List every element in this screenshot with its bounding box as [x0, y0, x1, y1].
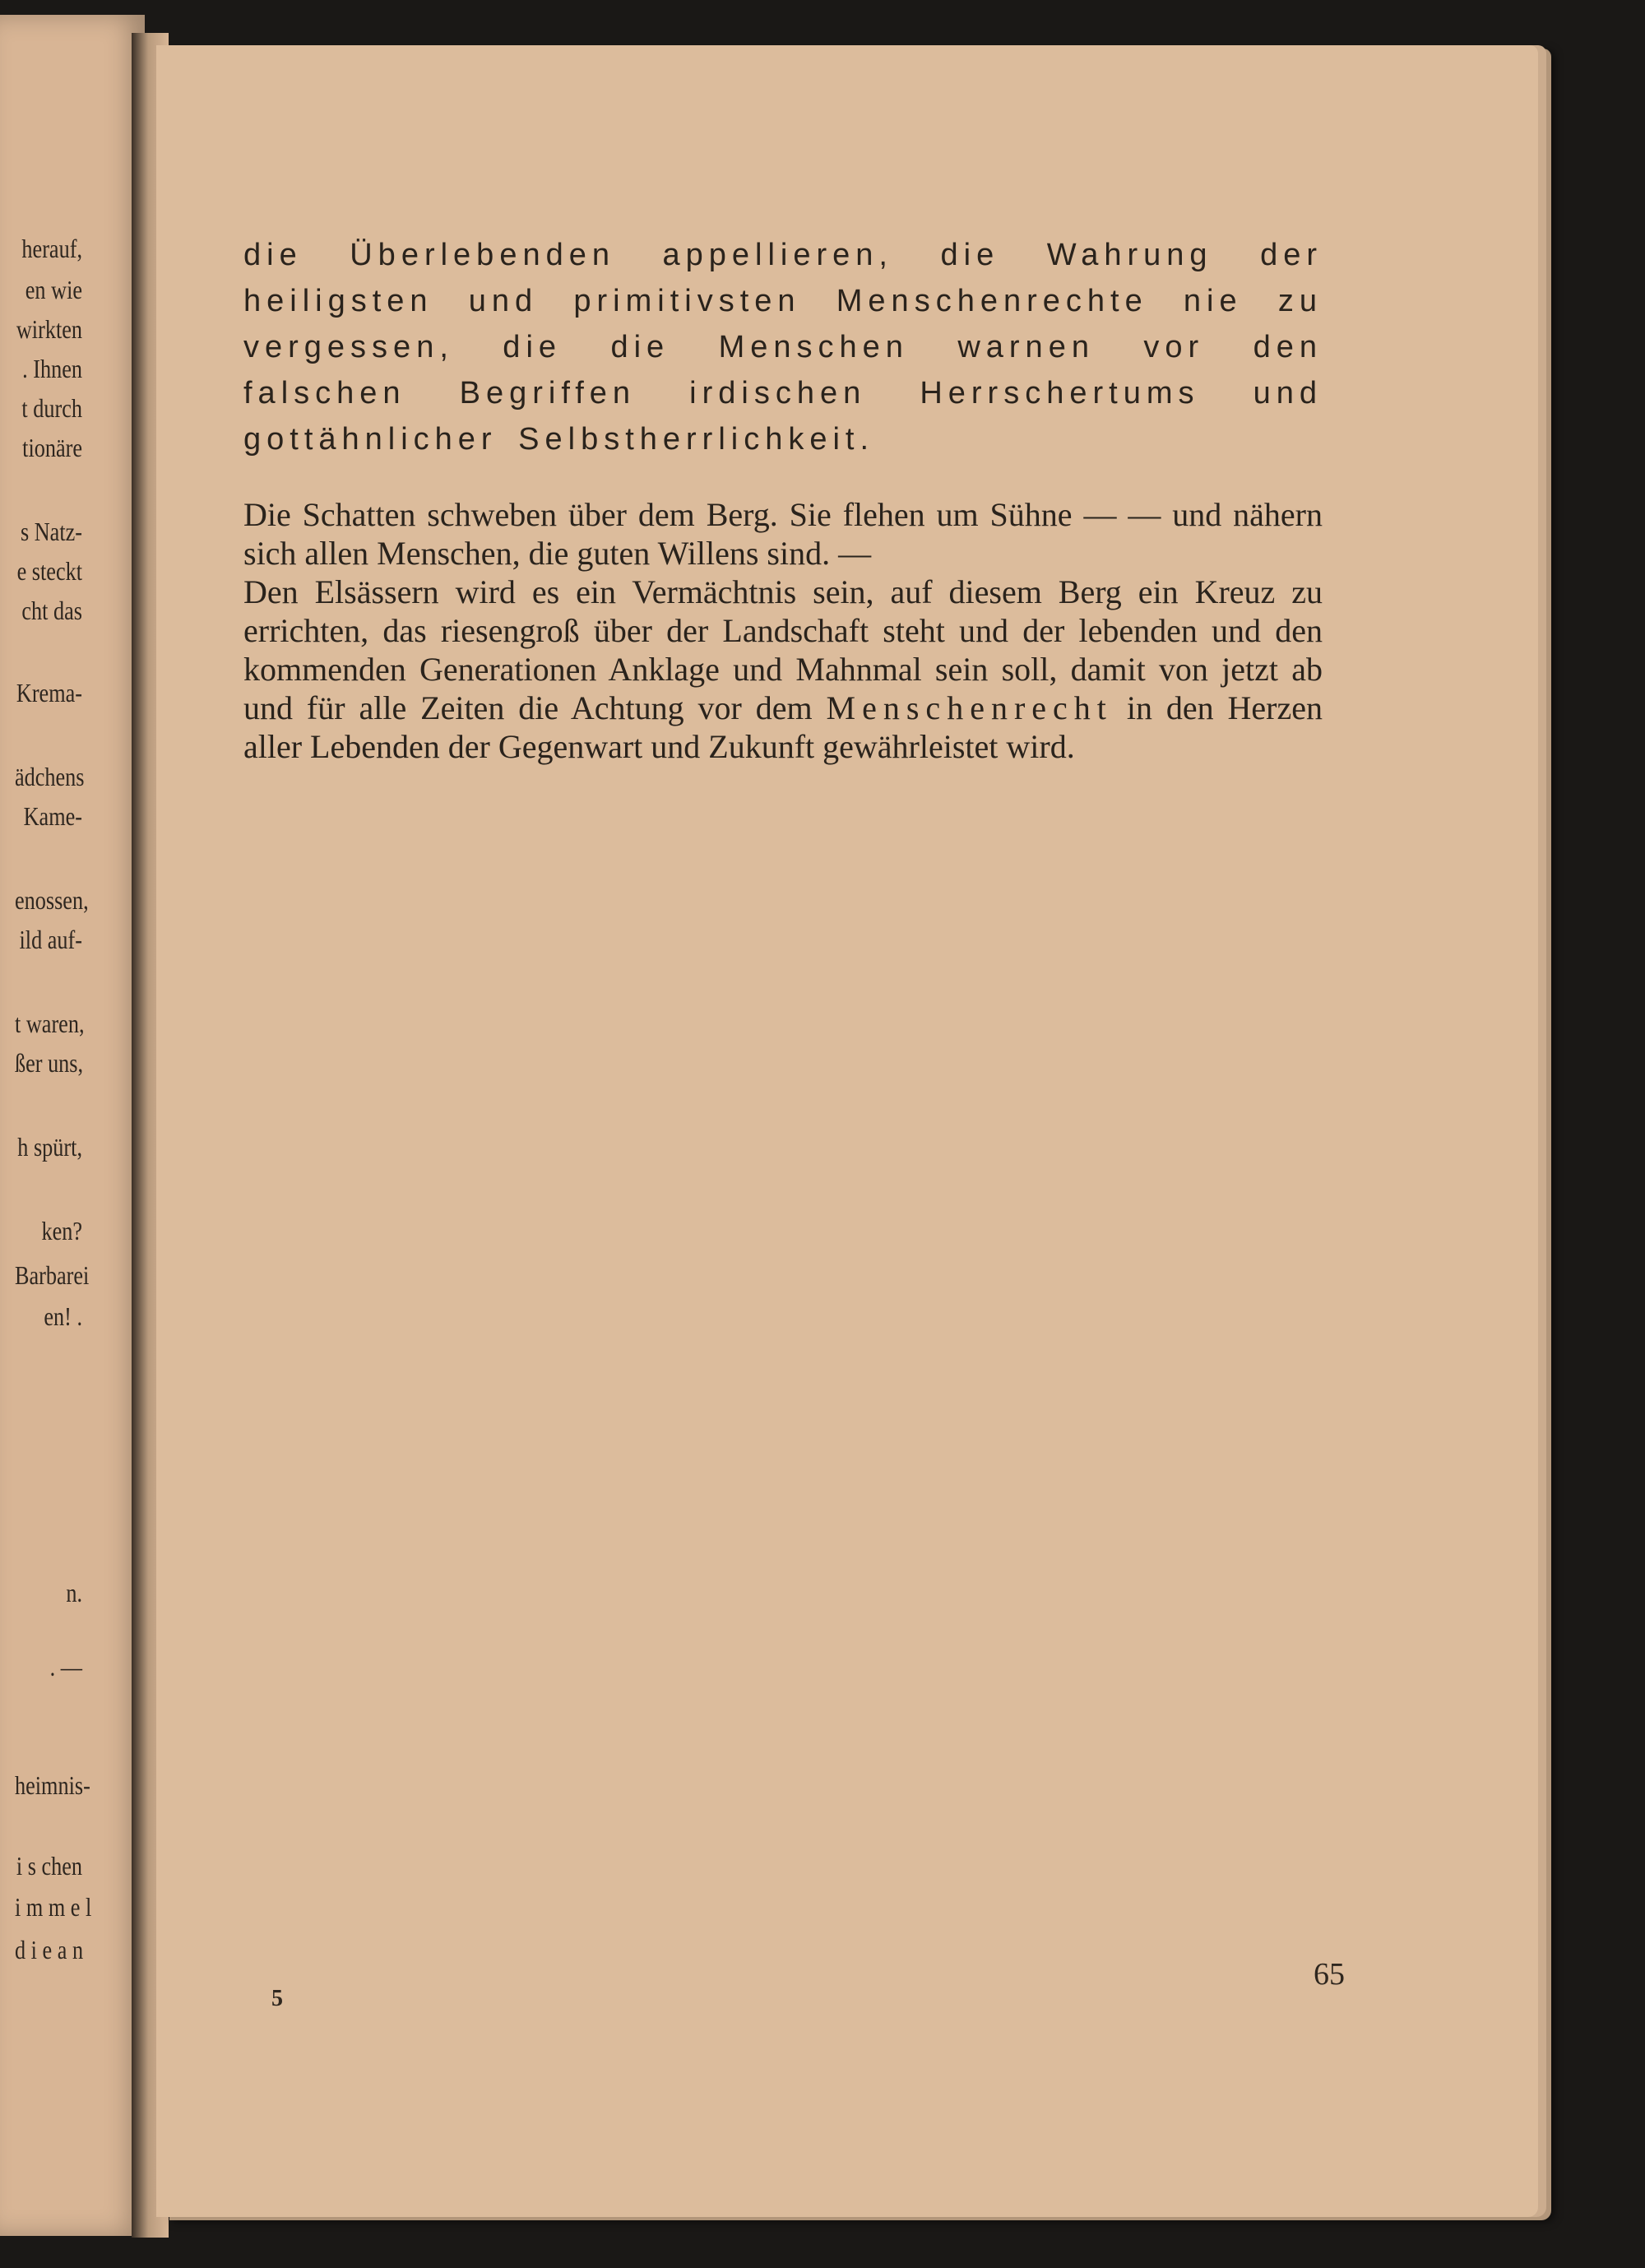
left-fragment: en! . [44, 1301, 82, 1331]
paragraph-legacy [243, 573, 1323, 766]
left-fragment: n. [66, 1578, 82, 1607]
left-fragment: h spürt, [17, 1132, 83, 1162]
left-fragment: ädchens [15, 762, 85, 791]
left-fragment: s Natz- [20, 517, 83, 546]
left-fragment: Krema- [16, 678, 83, 707]
left-fragment: ken? [41, 1216, 82, 1245]
text-block [243, 232, 1323, 766]
left-fragment: ßer uns, [15, 1048, 84, 1078]
left-fragment: t waren, [15, 1009, 85, 1038]
left-fragment: en wie [25, 275, 83, 304]
left-fragment: cht das [21, 596, 82, 625]
left-fragment: herauf, [21, 234, 82, 263]
left-page-fragments [0, 15, 145, 2236]
left-fragment: Barbarei [15, 1260, 90, 1290]
left-fragment: . Ihnen [22, 354, 82, 383]
left-fragment: . — [49, 1652, 82, 1681]
legacy-text-emphasis: Menschenrecht [826, 689, 1113, 726]
left-fragment: Kame- [23, 801, 82, 831]
legacy-text-start: Den Elsässern wird es ein Vermächtnis sein, auf diesem Berg ein Kreuz zu errichten, das riesengroß über der Landschaft steht und der lebenden und den kommenden Generationen Anklage und Mahnmal sein soll, damit von jetzt ab und für alle Zeiten die Achtung vor dem [243, 573, 1323, 726]
left-fragment: e steckt [16, 556, 82, 586]
left-fragment: i s chen [16, 1851, 82, 1881]
left-fragment: enossen, [15, 885, 89, 915]
left-fragment: tionäre [22, 433, 82, 462]
paragraph-appeal: die Überlebenden appellieren, die Wahrung der heiligsten und primitivsten Menschenrechte nie zu vergessen, die die Menschen warnen vor den falschen Begriffen irdischen Herrschertums und gottähnlicher Selbstherrlichkeit. [243, 238, 1323, 457]
legacy-text-end: in den Herzen aller Lebenden der Gegenwart und Zukunft gewährleistet wird. [243, 689, 1323, 765]
page-number: 65 [1314, 1957, 1345, 1992]
paragraph-shadows: Die Schatten schweben über dem Berg. Sie flehen um Sühne — — und nähern sich allen Menschen, die guten Willens sind. — [243, 496, 1323, 572]
left-fragment: i m m e l [15, 1892, 92, 1922]
left-fragment: t durch [21, 393, 82, 423]
left-fragment: ild auf- [19, 925, 82, 954]
left-fragment: wirkten [16, 314, 82, 344]
left-fragment: d i e a n [15, 1935, 84, 1964]
left-fragment: heimnis- [15, 1770, 90, 1800]
signature-mark: 5 [271, 1986, 283, 2011]
left-page [0, 15, 145, 2236]
